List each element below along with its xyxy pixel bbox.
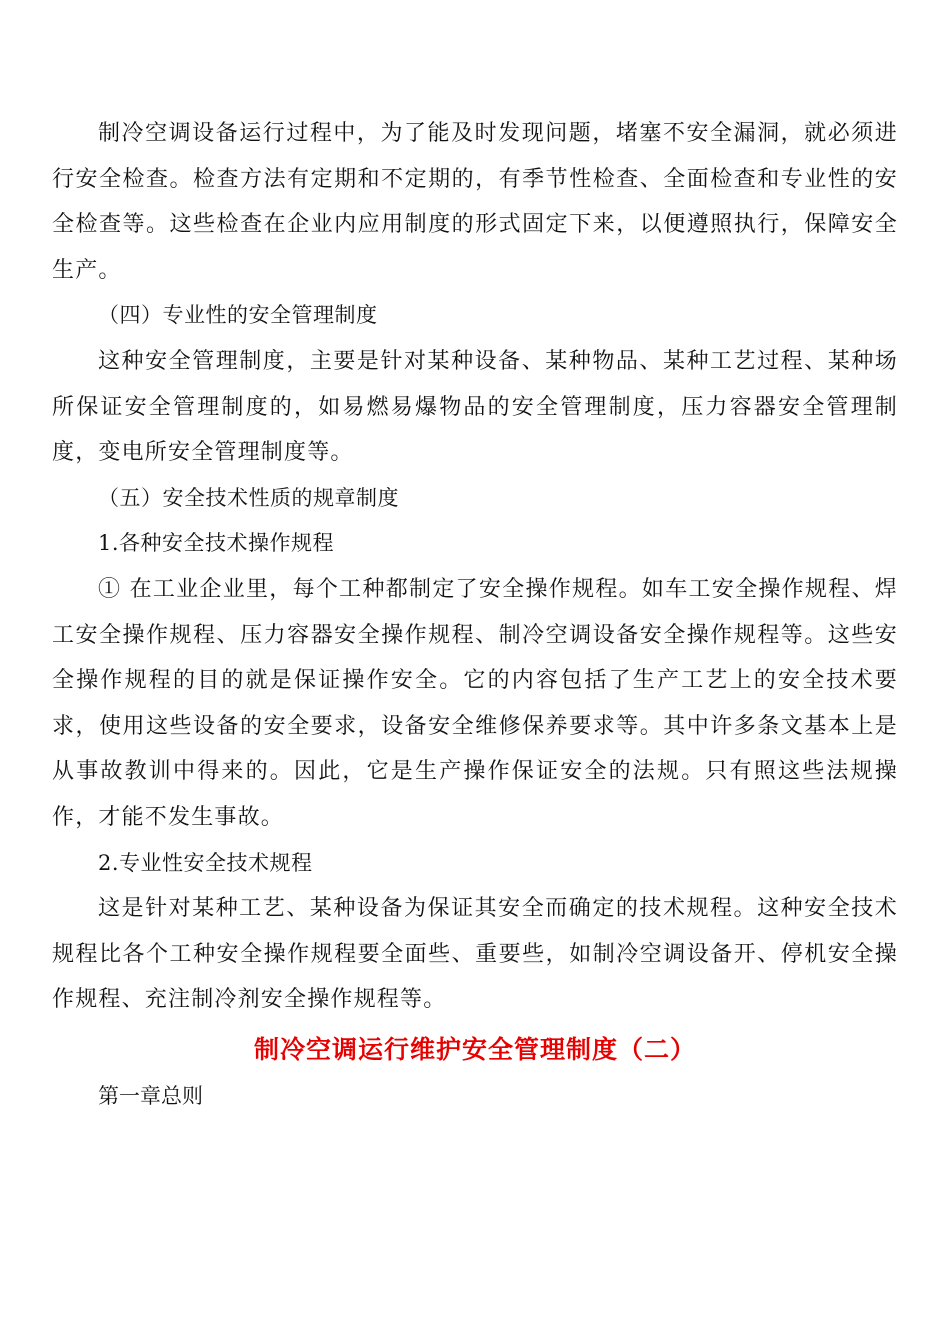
heading-professional-technical-rules: 2.专业性安全技术规程 [98, 850, 313, 875]
heading-professional-safety-system: （四）专业性的安全管理制度 [98, 303, 378, 328]
heading-operation-procedures: 1.各种安全技术操作规程 [98, 531, 335, 556]
paragraph-operation-procedures: ① 在工业企业里，每个工种都制定了安全操作规程。如车工安全操作规程、焊工安全操作规程、压力容器安全操作规程、制冷空调设备安全操作规程等。这些安全操作规程的目的就是保证操作安全。它的内容包括了生产工艺上的安全技术要求，使用这些设备的安全要求，设备安全维修保养要求等。其中许多条文基本上是从事故教训中得来的。因此，它是生产操作保证安全的法规。只有照这些法规操作，才能不发生事故。 [52, 576, 898, 830]
section-title: 制冷空调运行维护安全管理制度（二） [253, 1034, 696, 1064]
paragraph-safety-inspection: 制冷空调设备运行过程中，为了能及时发现问题，堵塞不安全漏洞，就必须进行安全检查。检查方法有定期和不定期的，有季节性检查、全面检查和专业性的安全检查等。这些检查在企业内应用制度的形式固定下来，以便遵照执行，保障安全生产。 [52, 121, 898, 283]
chapter-heading: 第一章总则 [98, 1083, 203, 1108]
heading-technical-regulations: （五）安全技术性质的规章制度 [98, 485, 399, 510]
paragraph-professional-technical-rules: 这是针对某种工艺、某种设备为保证其安全而确定的技术规程。这种安全技术规程比各个工种安全操作规程要全面些、重要些，如制冷空调设备开、停机安全操作规程、充注制冷剂安全操作规程等。 [52, 896, 898, 1013]
paragraph-professional-safety-system: 这种安全管理制度，主要是针对某种设备、某种物品、某种工艺过程、某种场所保证安全管理制度的，如易燃易爆物品的安全管理制度，压力容器安全管理制度，变电所安全管理制度等。 [52, 348, 898, 466]
document-body [52, 111, 898, 1121]
